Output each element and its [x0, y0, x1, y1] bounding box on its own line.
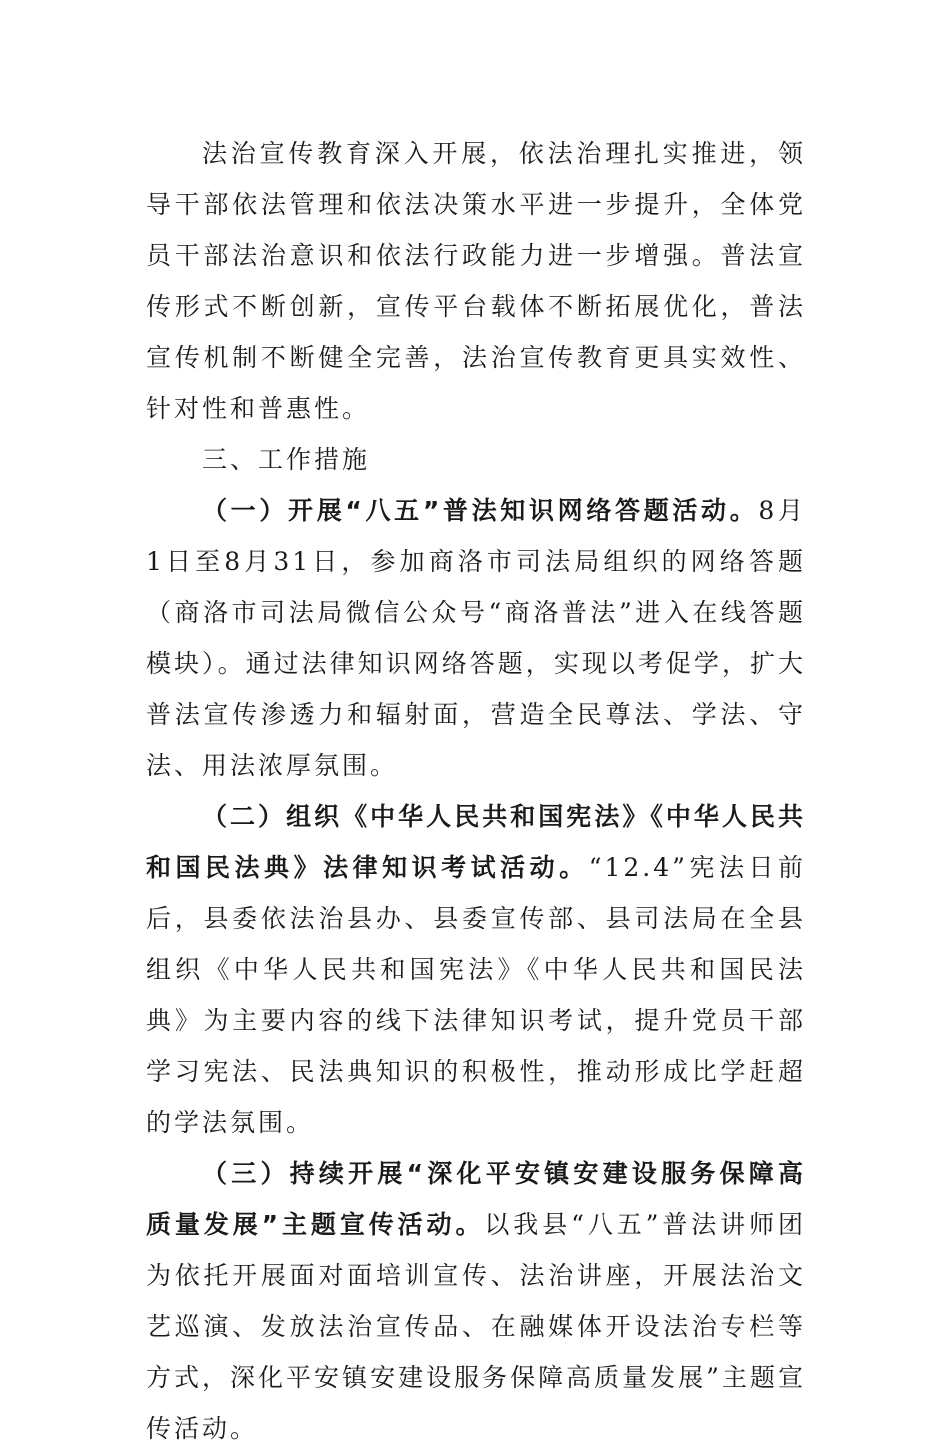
measure-3-lead: （三）持续开展“深化平安镇安建设服务保障高质量发展”主题宣传活动。	[146, 1159, 806, 1239]
goal-paragraph	[146, 128, 806, 434]
goal-paragraph-text: 法治宣传教育深入开展，依法治理扎实推进，领导干部依法管理和依法决策水平进一步提升，全体党员干部法治意识和依法行政能力进一步增强。普法宣传形式不断创新，宣传平台载体不断拓展优化，普法宣传机制不断健全完善，法治宣传教育更具实效性、针对性和普惠性。	[146, 139, 806, 423]
measure-1-body: 8月1日至8月31日，参加商洛市司法局组织的网络答题（商洛市司法局微信公众号“商洛普法”进入在线答题模块）。通过法律知识网络答题，实现以考促学，扩大普法宣传渗透力和辐射面，营造全民尊法、学法、守法、用法浓厚氛围。	[146, 496, 806, 780]
document-page	[146, 128, 806, 1454]
measure-1-lead: （一）开展“八五”普法知识网络答题活动。	[202, 496, 759, 525]
measure-2-body: “12.4”宪法日前后，县委依法治县办、县委宣传部、县司法局在全县组织《中华人民共和国宪法》《中华人民共和国民法典》为主要内容的线下法律知识考试，提升党员干部学习宪法、民法典知识的积极性，推动形成比学赶超的学法氛围。	[146, 853, 806, 1137]
section-heading: 三、工作措施	[202, 445, 371, 474]
measure-paragraph-1	[146, 485, 806, 791]
measure-3-body: 以我县“八五”普法讲师团为依托开展面对面培训宣传、法治讲座，开展法治文艺巡演、发放法治宣传品、在融媒体开设法治专栏等方式，深化平安镇安建设服务保障高质量发展”主题宣传活动。	[146, 1210, 806, 1443]
measure-2-lead: （二）组织《中华人民共和国宪法》《中华人民共和国民法典》法律知识考试活动。	[146, 802, 806, 882]
measure-paragraph-3	[146, 1148, 806, 1454]
measure-paragraph-2	[146, 791, 806, 1148]
